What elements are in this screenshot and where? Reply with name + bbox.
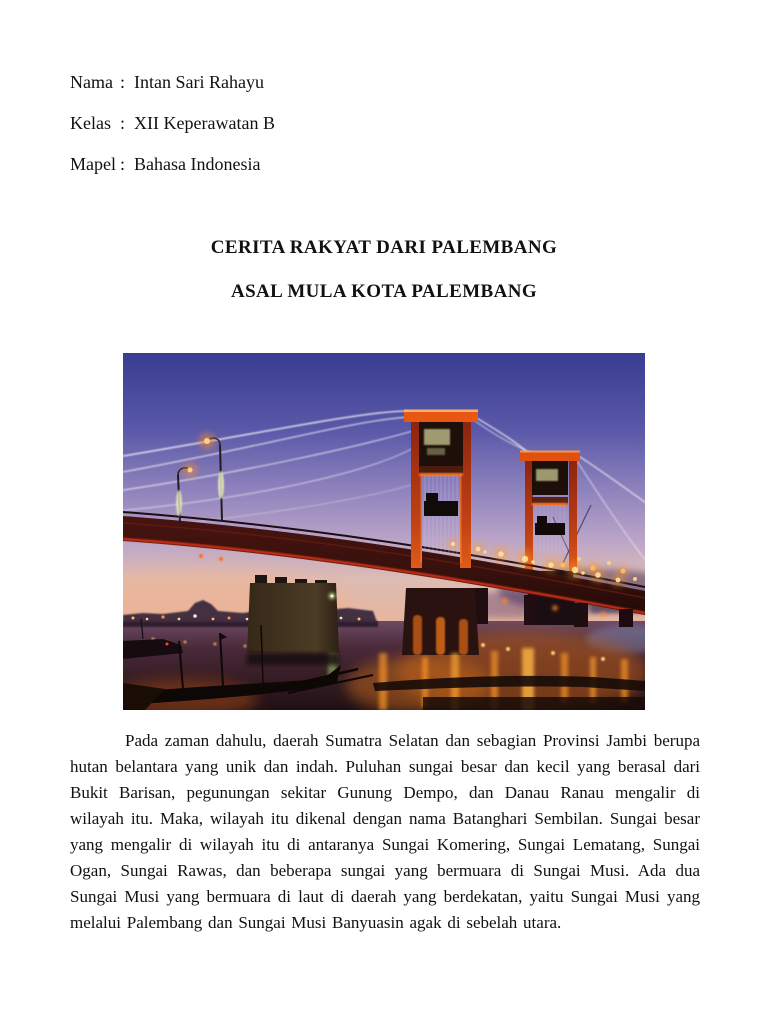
name-separator: : [120, 72, 126, 92]
class-value: XII Keperawatan B [134, 113, 275, 133]
class-label: Kelas [70, 113, 111, 133]
bridge-photo-figure [123, 353, 645, 710]
document-title [0, 237, 768, 303]
name-value: Intan Sari Rahayu [134, 72, 264, 92]
subject-row [70, 154, 700, 174]
near-tower-pier [402, 588, 479, 655]
subject-label: Mapel [70, 154, 116, 174]
subject-value: Bahasa Indonesia [134, 154, 261, 174]
class-row [70, 113, 700, 133]
student-info-header [0, 0, 768, 174]
ampera-bridge-photo [123, 353, 645, 710]
title-line-2: ASAL MULA KOTA PALEMBANG [230, 281, 538, 302]
name-label: Nama [70, 72, 113, 92]
subject-separator: : [120, 154, 126, 174]
near-tower [404, 410, 478, 569]
class-separator: : [120, 113, 126, 133]
story-paragraph: Pada zaman dahulu, daerah Sumatra Selatan dan sebagian Provinsi Jambi berupa hutan belantara yang unik dan indah. Puluhan sungai besar dan kecil yang berasal dari Bukit Barisan, pegunungan sekitar Gunung Dempo, dan Danau Ranau mengalir di wilayah itu. Maka, wilayah itu dikenal dengan nama Batanghari Sembilan. Sungai besar yang mengalir di wilayah itu di antaranya Sungai Komering, Sungai Lematang, Sungai Ogan, Sungai Rawas, dan beberapa sungai yang bermuara di Sungai Musi. Ada dua Sungai Musi yang bermuara di laut di daerah yang berdekatan, yaitu Sungai Musi yang melalui Palembang dan Sungai Musi Banyuasin agak di sebelah utara. [70, 731, 700, 932]
story-body [0, 710, 768, 936]
title-line-1: CERITA RAKYAT DARI PALEMBANG [210, 237, 558, 258]
student-name-row [70, 72, 700, 92]
